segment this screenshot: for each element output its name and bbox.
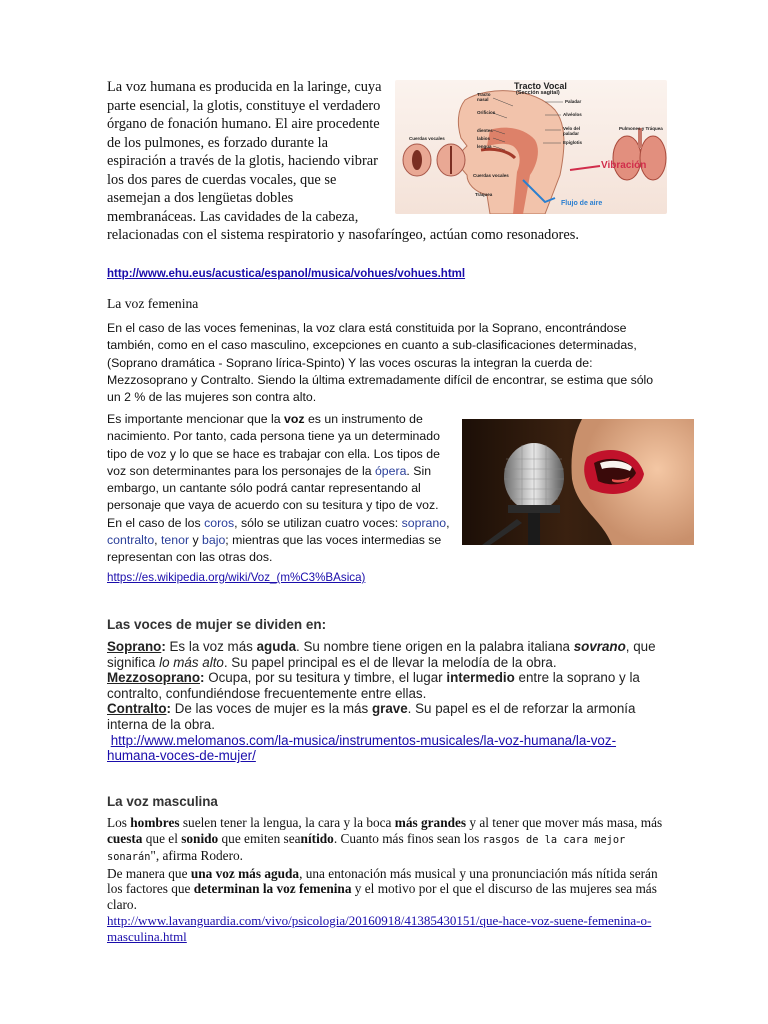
masc-bold: hombres: [130, 815, 180, 830]
figure-label: lengua: [477, 144, 492, 149]
fem-text: y: [189, 533, 203, 548]
heading-voz-femenina: La voz femenina: [107, 296, 199, 311]
figure-label: Paladar: [565, 99, 582, 104]
figure-label: Orificios: [477, 110, 496, 115]
fem-text: ,: [154, 533, 162, 548]
wikipedia-link[interactable]: https://es.wikipedia.org/wiki/Voz_(m%C3%BAsica): [107, 571, 366, 584]
lavanguardia-paragraph: [107, 913, 667, 944]
masc-text: . Cuanto más finos sean los: [333, 830, 483, 846]
term-soprano: Soprano: [107, 639, 162, 654]
colon: :: [200, 670, 205, 686]
figure-label: Tracto nasal: [477, 92, 491, 102]
def-text: entre la soprano y la contralto, confundiéndose frecuentemente entre ellas.: [107, 670, 640, 701]
masc-bold: determinan la voz femenina: [193, 881, 352, 897]
soprano-definition: [107, 639, 667, 670]
figure-label: Tráquea: [475, 192, 493, 197]
masc-bold: sonido: [181, 830, 219, 846]
def-text: . Su papel principal es el de llevar la melodía de la obra.: [223, 654, 557, 670]
link-coros[interactable]: coros: [204, 515, 235, 530]
fem-paragraph-1: En el caso de las voces femeninas, la voz clara está constituida por la Soprano, encontrándose también, como en el caso masculino, excepciones en cuanto a sub-clasificaciones determinadas, (Soprano dramática - Soprano lírica-Spinto) Y las voces oscuras la integran la cuerda de: Mezzosoprano y Contralto. Siendo la última extremadamente difícil de encontrar, se estima que sólo un 2 % de las mujeres son contra alto.: [107, 321, 654, 405]
figure-label: Cuerdas vocales: [473, 173, 509, 178]
masc-text: ", afirma Rodero.: [150, 848, 243, 864]
melomanos-paragraph: [107, 733, 667, 764]
singer-microphone-illustration: [462, 419, 694, 545]
lavanguardia-link[interactable]: http://www.lavanguardia.com/vivo/psicologia/20160918/41385430151/que-hace-voz-suene-femenina-o-masculina.html: [107, 913, 652, 944]
masc-paragraph-1: [107, 815, 667, 866]
link-contralto[interactable]: contralto: [107, 533, 155, 548]
def-text: . Su papel es el de reforzar la armonía interna de la obra.: [107, 701, 636, 732]
figure-label: Epiglotis: [563, 140, 582, 145]
mezzo-definition: [107, 670, 667, 701]
def-bold: grave: [371, 701, 408, 717]
contralto-definition: [107, 701, 667, 732]
masc-text: suelen tener la lengua, la cara y la boca: [179, 815, 395, 830]
figure-label: Vibración: [601, 160, 647, 171]
masc-text: y al tener que mover más masa, más: [466, 815, 663, 830]
link-tenor[interactable]: tenor: [161, 533, 190, 548]
fem-text: ; mientras que las voces intermedias se representan con las otras dos.: [107, 533, 442, 565]
link-soprano[interactable]: soprano: [401, 515, 447, 530]
singer-photo: [462, 419, 694, 545]
fem-text: ,: [446, 515, 450, 530]
masc-text: que el: [142, 830, 182, 846]
fem-text: , sólo se utilizan cuatro voces:: [234, 515, 402, 530]
link-bajo[interactable]: bajo: [202, 533, 226, 548]
figure-label: Cuerdas vocales: [409, 136, 445, 141]
masc-bold: más grandes: [394, 815, 467, 830]
masc-text: De manera que: [107, 865, 191, 881]
heading-voz-masculina: La voz masculina: [107, 794, 218, 809]
vocal-tract-figure: [395, 80, 667, 214]
def-text: Ocupa, por su tesitura y timbre, el lugar: [204, 670, 447, 686]
term-contralto: Contralto: [107, 701, 167, 717]
figure-label: Velo del paladar: [563, 126, 581, 136]
link-opera[interactable]: ópera: [374, 463, 407, 478]
fem-text: . Sin embargo, un cantante sólo podrá cantar representando al personaje que vaya de acuerdo con su tesitura y tipo de voz. En el caso de los: [107, 463, 439, 530]
masc-text: , una entonación más musical y una pronunciación más nítida serán los factores que: [107, 865, 658, 897]
colon: :: [161, 639, 166, 654]
vocal-tract-illustration: [395, 80, 667, 214]
intro-section: [107, 78, 667, 245]
def-bold: aguda: [256, 639, 297, 654]
masc-text: Los: [107, 815, 131, 830]
heading-voces-mujer: Las voces de mujer se dividen en:: [107, 617, 327, 632]
masc-bold: una voz más aguda: [190, 865, 300, 881]
masc-bold: cuesta: [107, 830, 143, 846]
def-text: . Su nombre tiene origen en la palabra italiana: [296, 639, 574, 654]
masc-paragraph-2: [107, 866, 667, 913]
voz-masculina-section: [107, 815, 667, 913]
masc-text: que emiten sea: [218, 830, 301, 846]
figure-label: Pulmones y Tráquea: [619, 126, 663, 131]
fem-section-2: [107, 411, 687, 567]
masc-bold: nítido: [300, 830, 334, 846]
ehu-link[interactable]: http://www.ehu.eus/acustica/espanol/musica/vohues/vohues.html: [107, 268, 466, 280]
figure-label: labios: [477, 136, 491, 141]
def-text: Es la voz más: [165, 639, 257, 654]
def-bold: intermedio: [446, 670, 515, 686]
figure-title: Tracto Vocal: [514, 81, 567, 91]
melomanos-link[interactable]: http://www.melomanos.com/la-musica/instrumentos-musicales/la-voz-humana/la-voz-humana-voces-de-mujer/: [107, 732, 617, 764]
def-text: De las voces de mujer es la más: [170, 701, 372, 717]
figure-label: Flujo de aire: [561, 200, 603, 207]
colon: :: [166, 701, 171, 717]
fem-text: Es importante mencionar que la: [107, 412, 285, 426]
masc-text: y el motivo por el que el discurso de las mujeres sea más claro.: [107, 881, 657, 912]
def-text: , que significa: [107, 639, 656, 670]
def-bold-italic: sovrano: [573, 639, 626, 654]
figure-label: dientes: [477, 128, 493, 133]
term-mezzosoprano: Mezzosoprano: [107, 670, 200, 686]
figure-subtitle: (Sección sagital): [516, 90, 560, 96]
masc-mono-text: rasgos de la cara mejor sonarán: [107, 833, 626, 864]
term-voz: voz: [284, 412, 305, 426]
figure-label: Alvéolos: [563, 112, 582, 117]
voces-mujer-section: [107, 639, 667, 764]
intro-paragraph: La voz humana es producida en la laringe, cuya parte esencial, la glotis, constituye el verdadero órgano de fonación humano. El aire procedente de los pulmones, es forzado durante la espiración a través de la glotis, haciendo vibrar los dos pares de cuerdas vocales, que se asemejan a dos lengüetas dobles membranáceas. Las cavidades de la cabeza, relacionadas con el sistema respiratorio y nasofaríngeo, actúan como resonadores.: [107, 79, 579, 243]
def-italic: lo más alto: [159, 654, 224, 670]
fem-text: es un instrumento de nacimiento. Por tanto, cada persona tiene ya un determinado tipo de voz y lo que se hace es trabajar con ella. Los tipos de voz son determinantes para los personajes de la: [107, 412, 440, 478]
